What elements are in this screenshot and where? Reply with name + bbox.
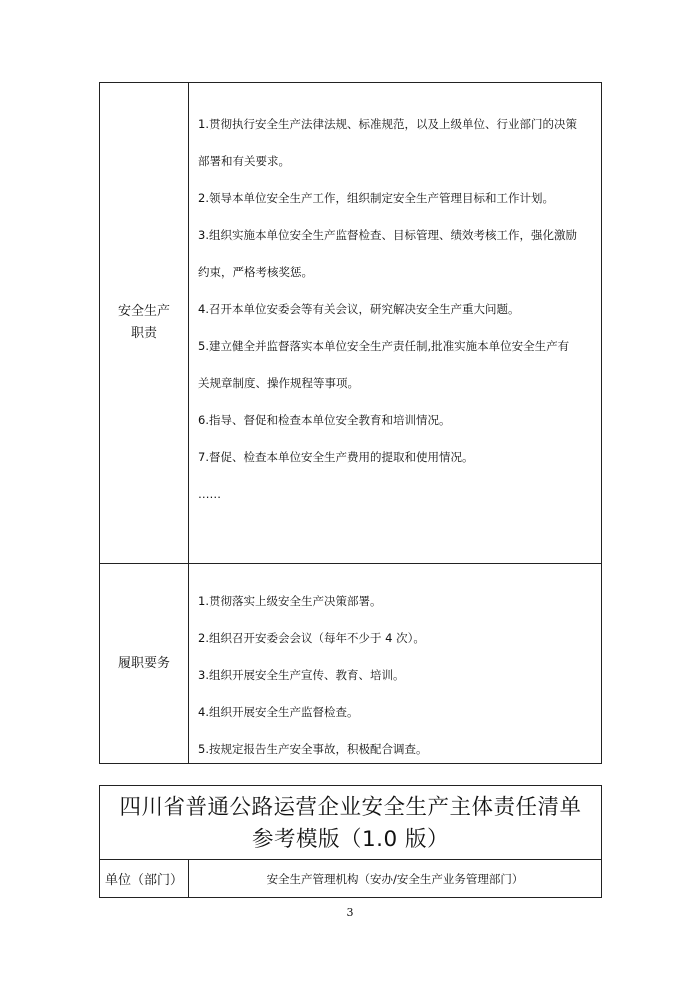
unit-value: 安全生产管理机构（安办/安全生产业务管理部门）: [188, 860, 601, 897]
responsibility-line: 4.召开本单位安委会等有关会议，研究解决安全生产重大问题。: [198, 302, 520, 316]
responsibility-table: [99, 82, 602, 764]
unit-row: [100, 859, 601, 897]
responsibility-line: 1.贯彻执行安全生产法律法规、标准规范，以及上级单位、行业部门的决策: [198, 117, 577, 131]
unit-label: 单位（部门）: [104, 873, 183, 888]
responsibility-line: 部署和有关要求。: [198, 154, 290, 168]
duty-line: 4.组织开展安全生产监督检查。: [198, 705, 359, 719]
duties-label: 履职要务: [117, 655, 170, 671]
responsibilities-content: [198, 106, 595, 513]
responsibilities-label: [100, 83, 188, 563]
duty-line: 1.贯彻落实上级安全生产决策部署。: [198, 594, 382, 608]
responsibility-line: ……: [198, 487, 221, 501]
duties-row: [100, 563, 601, 763]
title-table: [99, 785, 602, 898]
duty-line: 3.组织开展安全生产宣传、教育、培训。: [198, 668, 405, 682]
responsibilities-label-line: 职责: [130, 326, 157, 341]
responsibility-line: 3.组织实施本单位安全生产监督检查、目标管理、绩效考核工作，强化激励: [198, 228, 577, 242]
responsibility-line: 关规章制度、操作规程等事项。: [198, 376, 359, 390]
responsibility-line: 7.督促、检查本单位安全生产费用的提取和使用情况。: [198, 450, 474, 464]
page-number: 3: [346, 906, 354, 919]
document-title: 四川省普通公路运营企业安全生产主体责任清单: [119, 795, 582, 820]
responsibility-line: 约束，严格考核奖惩。: [198, 265, 313, 279]
responsibilities-label-line: 安全生产: [117, 304, 170, 319]
responsibilities-row: [100, 83, 601, 563]
responsibility-line: 6.指导、督促和检查本单位安全教育和培训情况。: [198, 413, 451, 427]
responsibility-line: 2.领导本单位安全生产工作，组织制定安全生产管理目标和工作计划。: [198, 191, 554, 205]
duty-line: 5.按规定报告生产安全事故，积极配合调查。: [198, 742, 428, 756]
duty-line: 2.组织召开安委会会议（每年不少于 4 次）。: [198, 631, 425, 645]
document-subtitle: 参考模版（1.0 版）: [251, 827, 450, 852]
duties-content: [198, 583, 595, 768]
responsibility-line: 5.建立健全并监督落实本单位安全生产责任制,批准实施本单位安全生产有: [198, 339, 570, 353]
